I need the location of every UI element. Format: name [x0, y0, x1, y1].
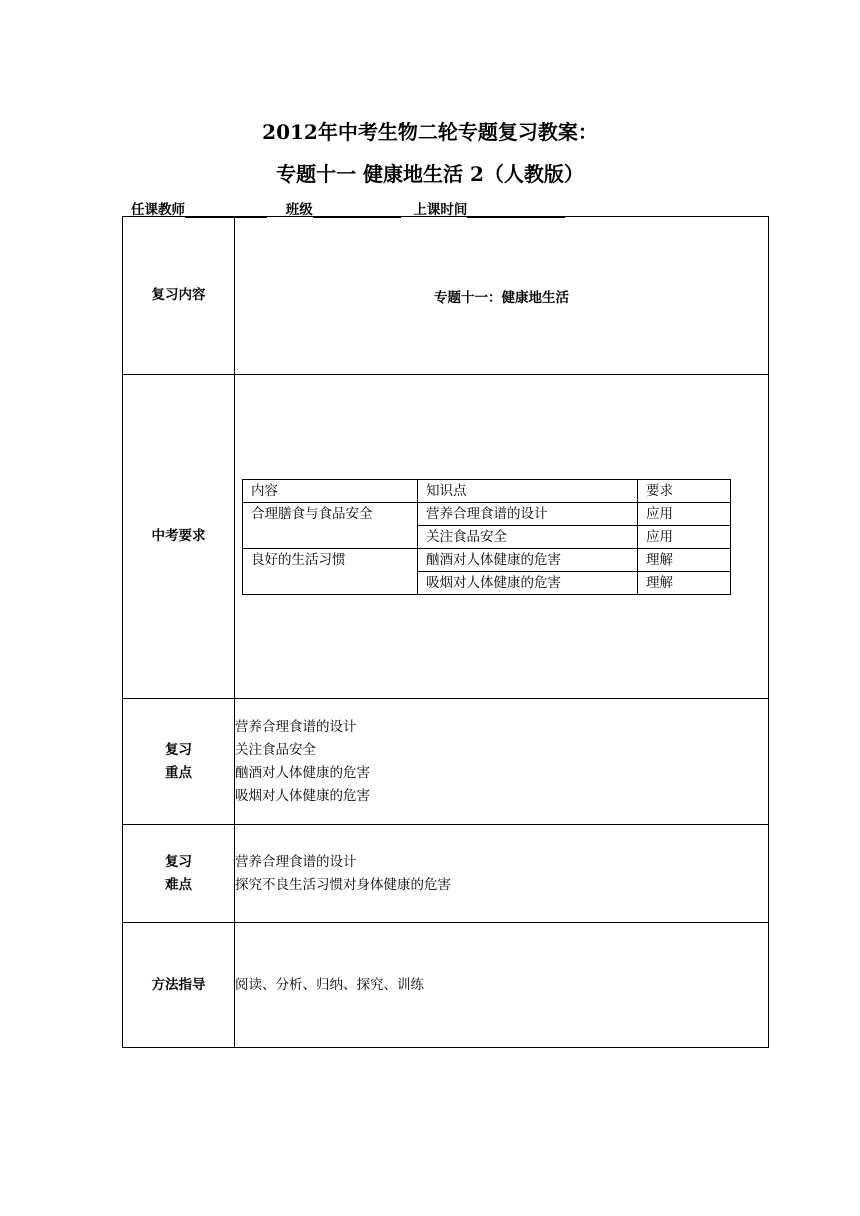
row-method: [123, 923, 769, 1048]
class-label: 班级: [285, 202, 313, 218]
knowledge-cell: 营养合理食谱的设计: [418, 502, 638, 525]
row-focus: [123, 699, 769, 825]
document-title: 2012年中考生物二轮专题复习教案：: [262, 120, 598, 144]
focus-line: 营养合理食谱的设计: [235, 718, 357, 735]
requirement-cell: 理解: [638, 571, 731, 594]
difficulty-label: 复习 难点: [123, 825, 235, 923]
difficulty-line: 营养合理食谱的设计: [235, 853, 357, 870]
teacher-label: 任课教师: [131, 202, 185, 218]
focus-line: 吸烟对人体健康的危害: [235, 787, 370, 804]
focus-content: [235, 699, 769, 825]
requirement-cell: 应用: [638, 502, 731, 525]
method-label: 方法指导: [123, 923, 235, 1048]
focus-label: 复习 重点: [123, 699, 235, 825]
info-line: [131, 198, 579, 218]
focus-line: 酗酒对人体健康的危害: [235, 764, 370, 781]
knowledge-cell: 吸烟对人体健康的危害: [418, 571, 638, 594]
table-row: [243, 548, 731, 571]
group-cell-diet: 合理膳食与食品安全: [243, 502, 418, 548]
content-label: 复习内容: [123, 217, 235, 375]
lesson-plan-table: [122, 216, 769, 1048]
header-requirement: 要求: [638, 479, 731, 502]
group-cell-habits: 良好的生活习惯: [243, 548, 418, 594]
table-row: [243, 502, 731, 525]
knowledge-cell: 关注食品安全: [418, 525, 638, 548]
difficulty-content: [235, 825, 769, 923]
row-difficulty: [123, 825, 769, 923]
knowledge-cell: 酗酒对人体健康的危害: [418, 548, 638, 571]
header-knowledge: 知识点: [418, 479, 638, 502]
row-requirements: [123, 375, 769, 699]
row-content: [123, 217, 769, 375]
requirements-table: [242, 479, 731, 595]
method-value: 阅读、分析、归纳、探究、训练: [235, 923, 769, 1048]
focus-line: 关注食品安全: [235, 741, 316, 758]
time-label: 上课时间: [413, 202, 468, 218]
requirements-label: 中考要求: [123, 375, 235, 699]
requirements-header-row: [243, 479, 731, 502]
document-subtitle: 专题十一 健康地生活 2（人教版）: [276, 162, 584, 186]
header-content: 内容: [243, 479, 418, 502]
requirement-cell: 理解: [638, 548, 731, 571]
content-value: 专题十一：健康地生活: [235, 217, 769, 375]
requirement-cell: 应用: [638, 525, 731, 548]
difficulty-line: 探究不良生活习惯对身体健康的危害: [235, 876, 451, 893]
